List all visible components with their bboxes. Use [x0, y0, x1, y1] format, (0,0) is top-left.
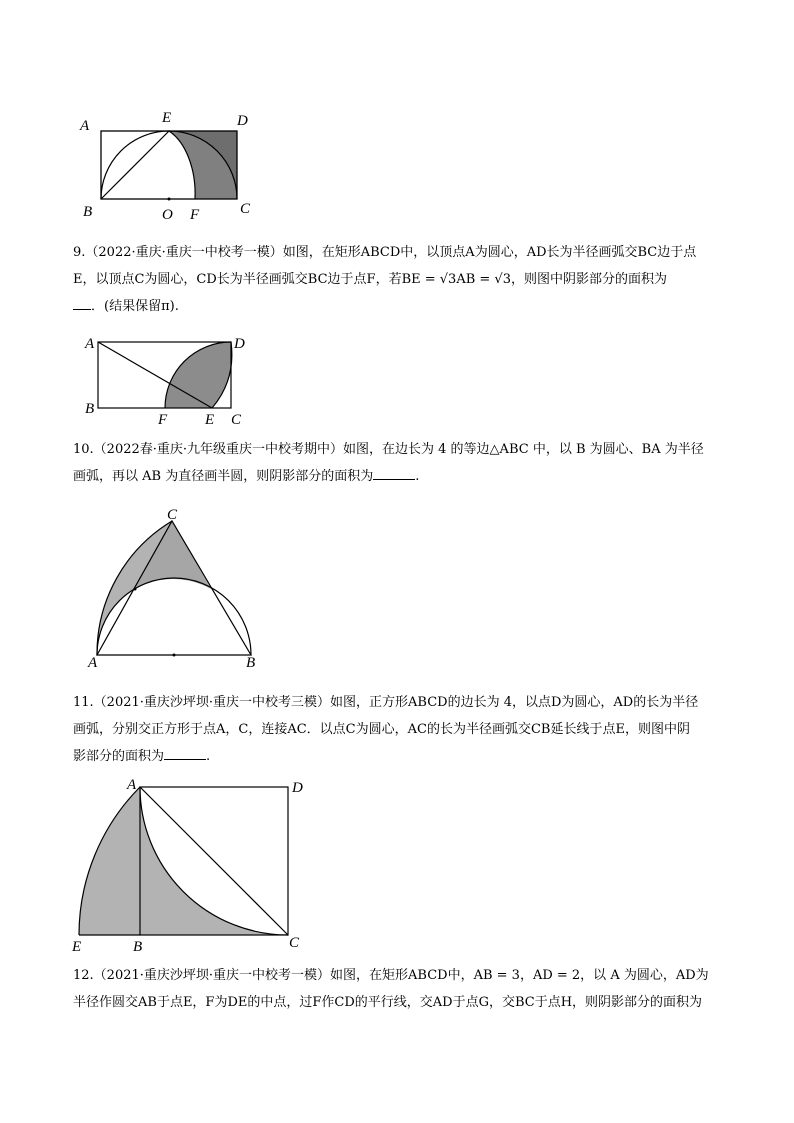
label-b: B [83, 204, 93, 220]
label-c: C [167, 507, 178, 523]
question-11-line-3 [73, 743, 723, 770]
label-a: A [127, 777, 137, 793]
segment-be [101, 131, 169, 199]
label-b: B [85, 401, 95, 417]
question-9-line-3 [73, 293, 723, 320]
question-10 [73, 436, 723, 490]
label-o: O [162, 207, 173, 223]
center-point-o [168, 198, 171, 201]
question-10-line-1: 10.（2022春·重庆·九年级重庆一中校考期中）如图，在边长为 4 的等边△ABC 中，以 B 为圆心、BA 为半径 [73, 442, 704, 457]
question-11 [73, 689, 723, 770]
intersection-point [134, 588, 137, 591]
question-12-line-1: 12.（2021·重庆沙坪坝·重庆一中校考一模）如图，在矩形ABCD中，AB = 3，AD = 2，以 A 为圆心，AD为 [73, 968, 709, 983]
question-10-line-2 [73, 463, 723, 490]
answer-blank[interactable] [373, 465, 415, 480]
question-11-line-2: 画弧，分别交正方形于点A，C，连接AC．以点C为圆心，AC的长为半径画弧交CB延长线于点E，则图中阴 [73, 722, 690, 737]
label-a: A [80, 118, 90, 134]
shaded-sector-left [79, 787, 140, 935]
label-e: E [162, 110, 172, 126]
question-9 [73, 239, 723, 320]
label-c: C [231, 412, 242, 428]
question-9-line-1: 9.（2022·重庆·重庆一中校考一模）如图，在矩形ABCD中，以顶点A为圆心，AD长为半径画弧交BC边于点 [73, 245, 697, 260]
label-b: B [246, 655, 256, 670]
figure-11 [0, 775, 794, 955]
question-12-line-2: 半径作圆交AB于点E，F为DE的中点，过F作CD的平行线，交AD于点G，交BC于点H，则阴影部分的面积为 [73, 995, 703, 1010]
figure-9 [0, 330, 794, 430]
question-9-line-2: E，以顶点C为圆心，CD长为半径画弧交BC边于点F，若BE = √3AB = √3，则图中阴影部分的面积为 [73, 272, 667, 287]
label-e: E [205, 412, 215, 428]
question-11-line-3-end: . [206, 749, 211, 764]
figure-10 [0, 505, 794, 670]
question-11-line-3-text: 影部分的面积为 [73, 749, 165, 764]
question-10-line-2-end: . [415, 469, 420, 484]
shaded-lens [165, 342, 232, 408]
question-12 [73, 962, 723, 1016]
question-10-line-2-text: 画弧，再以 AB 为直径画半圆，则阴影部分的面积为 [73, 469, 374, 484]
label-e: E [72, 939, 82, 955]
question-11-line-1: 11.（2021·重庆沙坪坝·重庆一中校考三模）如图，正方形ABCD的边长为 4，以点D为圆心，AD的长为半径 [73, 695, 699, 710]
label-d: D [234, 336, 245, 352]
label-c: C [289, 935, 300, 951]
label-a: A [85, 336, 95, 352]
label-a: A [88, 655, 98, 670]
question-9-line-3-text: ．(结果保留π). [91, 299, 179, 314]
label-d: D [292, 780, 303, 796]
label-d: D [237, 113, 248, 129]
answer-blank[interactable] [164, 745, 206, 760]
figure-rectangle-semicircle [0, 0, 794, 230]
label-f: F [158, 412, 168, 428]
midpoint [173, 654, 176, 657]
label-c: C [240, 201, 251, 217]
shaded-region [97, 521, 211, 655]
label-b: B [133, 939, 143, 955]
answer-blank[interactable] [73, 295, 91, 310]
label-f: F [190, 207, 200, 223]
